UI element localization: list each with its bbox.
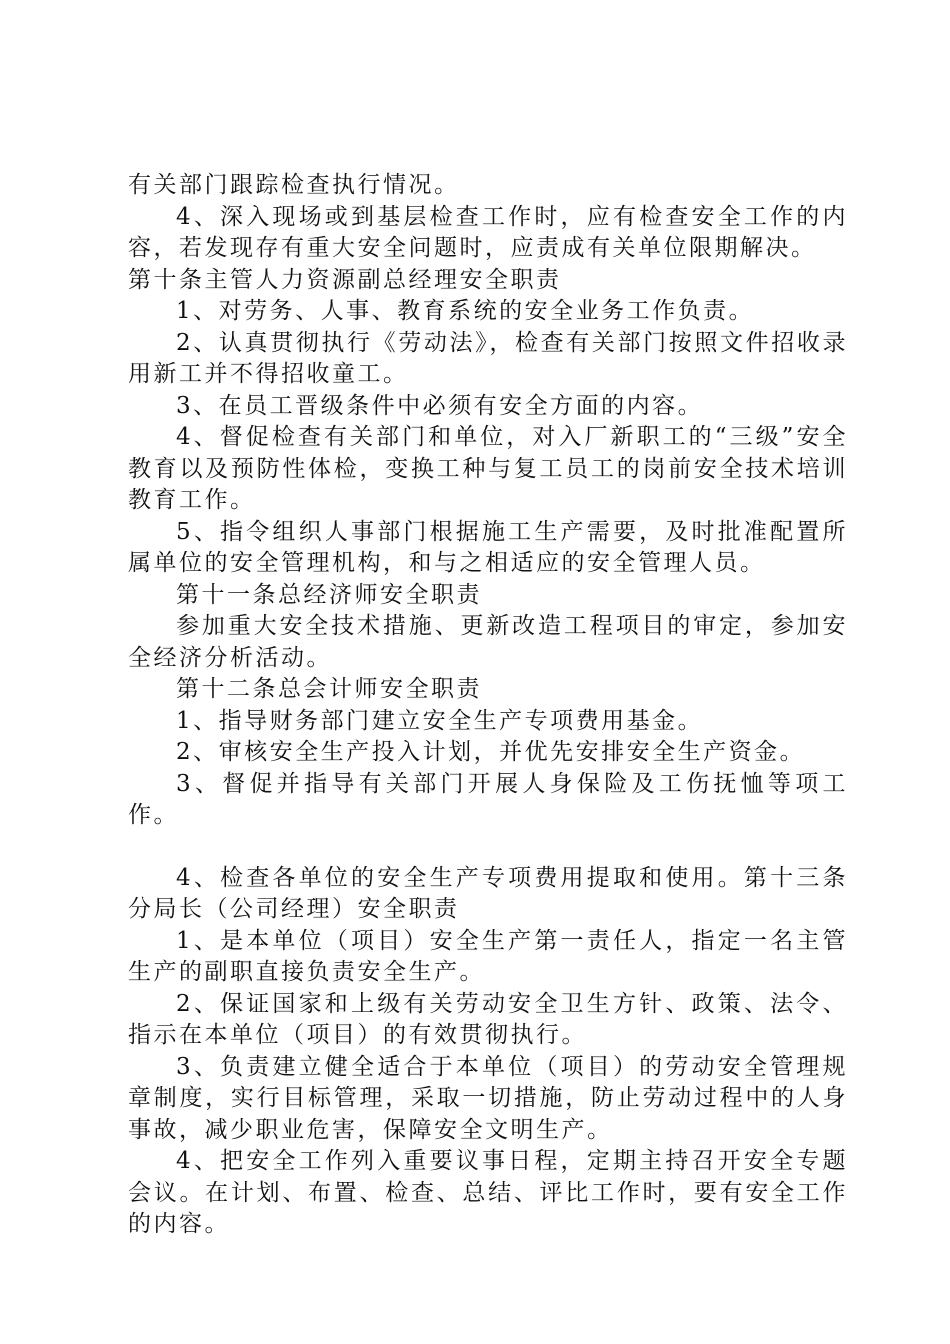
paragraph-item-3: 3、督促并指导有关部门开展人身保险及工伤抚恤等项工作。 bbox=[128, 770, 848, 828]
paragraph-continuation: 有关部门跟踪检查执行情况。 bbox=[128, 172, 460, 198]
paragraph-item-3: 3、在员工晋级条件中必须有安全方面的内容。 bbox=[176, 392, 704, 419]
paragraph-item-3: 3、负责建立健全适合于本单位（项目）的劳动安全管理规章制度，实行目标管理，采取一切措施，防止劳动过程中的人身事故，减少职业危害，保障安全文明生产。 bbox=[128, 1053, 848, 1143]
paragraph-item-5: 5、指令组织人事部门根据施工生产需要，及时批准配置所属单位的安全管理机构，和与之相适应的安全管理人员。 bbox=[128, 518, 848, 576]
paragraph-item-2: 2、审核安全生产投入计划，并优先安排安全生产资金。 bbox=[176, 739, 806, 765]
paragraph-article-11-body: 参加重大安全技术措施、更新改造工程项目的审定，参加安全经济分析活动。 bbox=[128, 613, 848, 671]
paragraph-item-4: 4、督促检查有关部门和单位，对入厂新职工的“三级”安全教育以及预防性体检，变换工种与复工员工的岗前安全技术培训教育工作。 bbox=[128, 424, 848, 513]
paragraph-item-2: 2、保证国家和上级有关劳动安全卫生方针、政策、法令、指示在本单位（项目）的有效贯彻执行。 bbox=[128, 990, 848, 1048]
paragraph-item-4: 4、把安全工作列入重要议事日程，定期主持召开安全专题会议。在计划、布置、检查、总结、评比工作时，要有安全工作的内容。 bbox=[128, 1148, 848, 1237]
paragraph-item-4: 4、检查各单位的安全生产专项费用提取和使用。第十三条分局长（公司经理）安全职责 bbox=[128, 864, 848, 922]
paragraph-gap bbox=[128, 832, 848, 863]
document-body bbox=[128, 170, 848, 1241]
paragraph-item-1: 1、对劳务、人事、教育系统的安全业务工作负责。 bbox=[176, 298, 755, 324]
article-12-heading: 第十二条总会计师安全职责 bbox=[176, 676, 482, 702]
article-11-heading: 第十一条总经济师安全职责 bbox=[176, 581, 482, 608]
paragraph-item-4: 4、深入现场或到基层检查工作时，应有检查安全工作的内容，若发现存有重大安全问题时，应责成有关单位限期解决。 bbox=[128, 203, 848, 261]
paragraph-item-2: 2、认真贯彻执行《劳动法》，检查有关部门按照文件招收录用新工并不得招收童工。 bbox=[128, 329, 848, 387]
paragraph-item-1: 1、是本单位（项目）安全生产第一责任人，指定一名主管生产的副职直接负责安全生产。 bbox=[128, 927, 848, 985]
paragraph-item-1: 1、指导财务部门建立安全生产专项费用基金。 bbox=[176, 707, 704, 734]
article-10-heading: 第十条主管人力资源副总经理安全职责 bbox=[128, 266, 562, 293]
